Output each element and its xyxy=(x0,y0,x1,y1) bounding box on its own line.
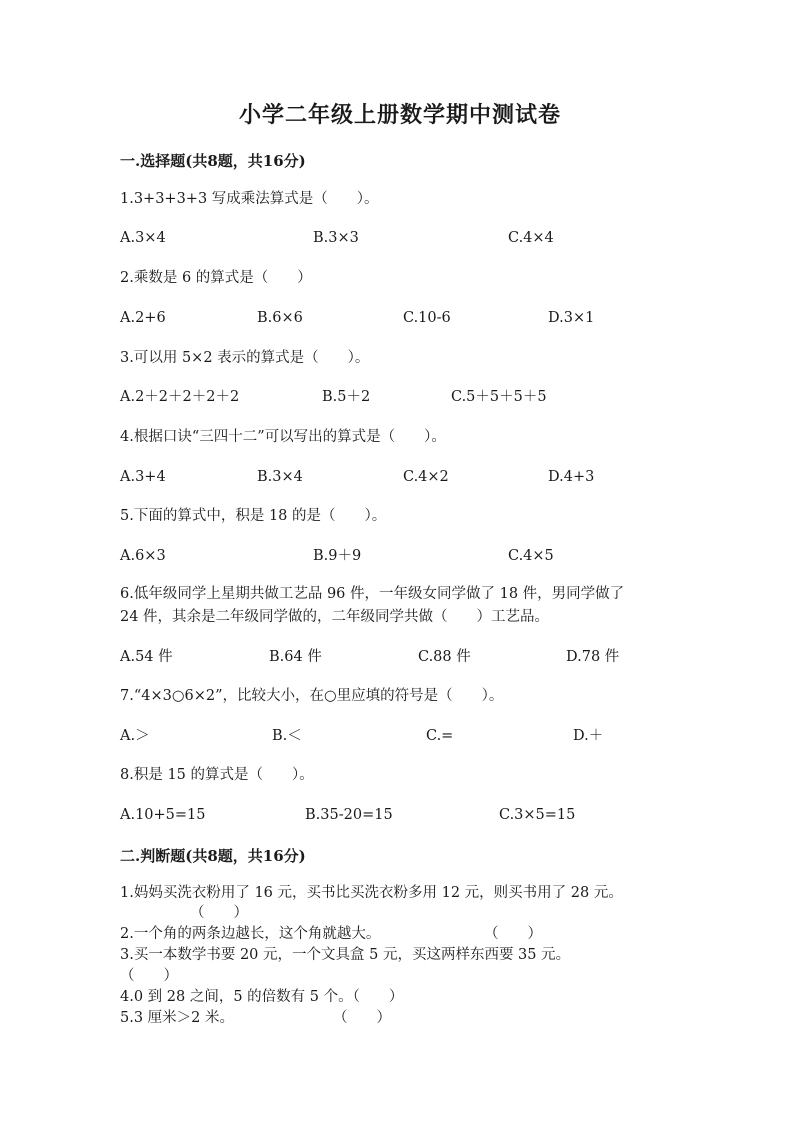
option-b: B.＜ xyxy=(272,728,302,744)
question-stem: 4.根据口诀“三四十二”可以写出的算式是（ ）。 xyxy=(120,429,446,445)
option-a: A.54 件 xyxy=(120,649,173,665)
judge-item-1: 1.妈妈买洗衣粉用了 16 元，买书比买洗衣粉多用 12 元，则买书用了 28 元。 xyxy=(120,885,623,901)
judge-item-2: 2.一个角的两条边越长，这个角就越大。 xyxy=(120,926,381,942)
judge-answer-blank-1: （ ） xyxy=(190,905,248,921)
option-b: B.6×6 xyxy=(257,310,303,326)
question-stem: 7.“4×3○6×2”，比较大小，在○里应填的符号是（ ）。 xyxy=(120,688,504,704)
option-d: D.4+3 xyxy=(548,469,595,485)
exam-title: 小学二年级上册数学期中测试卷 xyxy=(238,102,561,128)
option-b: B.64 件 xyxy=(269,649,322,665)
option-a: A.2+6 xyxy=(120,310,166,326)
option-c: C.5＋5＋5＋5 xyxy=(451,389,547,405)
option-d: D.3×1 xyxy=(548,310,595,326)
option-c: C.10-6 xyxy=(403,310,451,326)
question-stem: 8.积是 15 的算式是（ ）。 xyxy=(120,767,314,783)
option-d: D.＋ xyxy=(573,728,604,744)
option-a: A.3+4 xyxy=(120,469,166,485)
section-heading-choice: 一.选择题(共8题，共16分) xyxy=(120,152,306,170)
option-c: C.4×5 xyxy=(508,548,554,564)
judge-answer-blank-5: （ ） xyxy=(333,1010,391,1026)
option-a: A.6×3 xyxy=(120,548,166,564)
option-a: A.10+5=15 xyxy=(120,807,206,823)
option-b: B.9＋9 xyxy=(313,548,362,564)
option-c: C.4×2 xyxy=(403,469,449,485)
option-c: C.= xyxy=(426,728,454,744)
judge-item-5: 5.3 厘米＞2 米。 xyxy=(120,1010,235,1026)
question-stem: 3.可以用 5×2 表示的算式是（ ）。 xyxy=(120,350,370,366)
option-b: B.3×3 xyxy=(313,230,359,246)
judge-item-3: 3.买一本数学书要 20 元，一个文具盒 5 元，买这两样东西要 35 元。 xyxy=(120,947,571,963)
judge-answer-blank-3: （ ） xyxy=(120,968,178,984)
question-stem: 1.3+3+3+3 写成乘法算式是（ ）。 xyxy=(120,191,379,207)
question-stem-line1: 6.低年级同学上星期共做工艺品 96 件，一年级女同学做了 18 件，男同学做了 xyxy=(120,586,625,602)
option-c: C.3×5=15 xyxy=(499,807,576,823)
option-a: A.3×4 xyxy=(120,230,166,246)
question-stem: 5.下面的算式中，积是 18 的是（ ）。 xyxy=(120,508,387,524)
section-heading-judge: 二.判断题(共8题，共16分) xyxy=(120,847,306,865)
option-a: A.＞ xyxy=(120,728,150,744)
option-c: C.4×4 xyxy=(508,230,554,246)
question-stem: 2.乘数是 6 的算式是（ ） xyxy=(120,270,312,286)
option-a: A.2＋2＋2＋2＋2 xyxy=(120,389,240,405)
option-b: B.5＋2 xyxy=(322,389,371,405)
option-d: D.78 件 xyxy=(566,649,620,665)
judge-item-4: 4.0 到 28 之间，5 的倍数有 5 个。（ ） xyxy=(120,989,404,1005)
question-stem-line2: 24 件，其余是二年级同学做的，二年级同学共做（ ）工艺品。 xyxy=(120,609,550,625)
option-b: B.3×4 xyxy=(257,469,303,485)
judge-answer-blank-2: （ ） xyxy=(484,926,542,942)
option-c: C.88 件 xyxy=(418,649,471,665)
option-b: B.35-20=15 xyxy=(305,807,393,823)
